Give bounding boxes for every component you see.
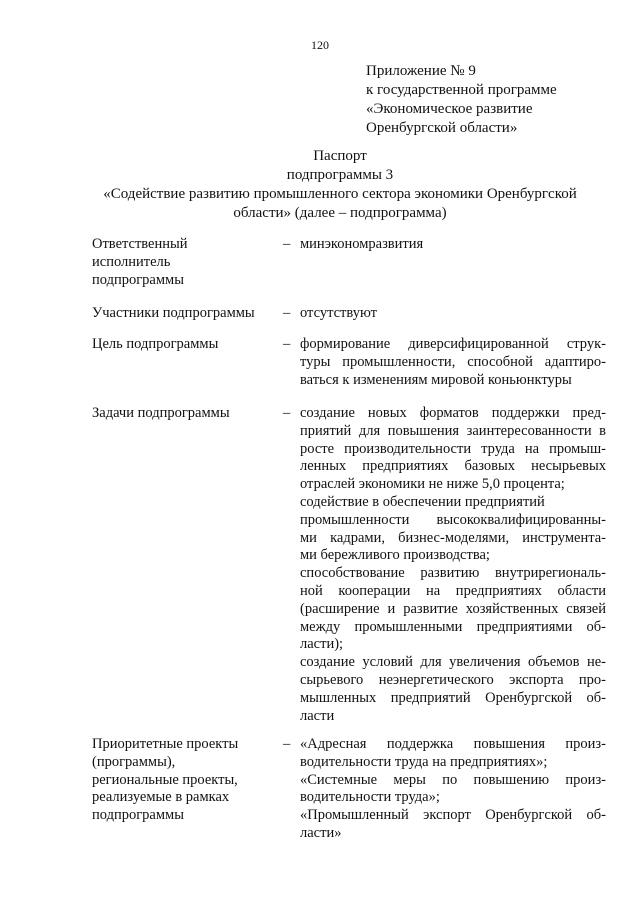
value-line: содействие в обеспечении предприятий xyxy=(300,493,545,510)
label-line: Цель подпрограммы xyxy=(92,336,219,352)
value-line: отсутствуют xyxy=(300,305,377,321)
value-line: ленных предприятиях базовых несырьевых xyxy=(300,458,606,475)
value-line: «Системные меры по повышению произ- xyxy=(300,771,606,788)
value-line: ласти); xyxy=(300,636,344,653)
appendix-line: Оренбургской области» xyxy=(366,120,518,136)
value-line: мышленных предприятий Оренбургской об- xyxy=(300,689,606,706)
appendix-line: «Экономическое развитие xyxy=(366,101,533,117)
appendix-line: к государственной программе xyxy=(366,82,557,98)
appendix-line: Приложение № 9 xyxy=(366,63,476,79)
row-dash: – xyxy=(283,236,291,252)
row-dash: – xyxy=(283,736,291,752)
value-line: между промышленными предприятиями об- xyxy=(300,618,606,635)
value-line: формирование диверсифицированной струк- xyxy=(300,336,606,352)
title-line: подпрограммы 3 xyxy=(286,167,394,183)
row-dash: – xyxy=(283,405,291,421)
row-dash: – xyxy=(283,305,291,321)
value-line: сырьевого неэнергетического экспорта про- xyxy=(300,671,606,688)
row-value xyxy=(300,736,606,843)
row-label xyxy=(92,405,277,423)
value-line: «Промышленный экспорт Оренбургской об- xyxy=(300,807,606,824)
row-label xyxy=(92,305,277,323)
label-line: Участники подпрограммы xyxy=(92,305,255,321)
value-line: (расширение и развитие хозяйственных связей xyxy=(300,600,606,617)
title-line: «Содействие развитию промышленного сектора экономики Оренбургской xyxy=(103,186,577,202)
appendix-header xyxy=(366,62,557,138)
row-label xyxy=(92,236,277,289)
value-line: туры промышленности, способной адаптиро- xyxy=(300,353,606,370)
label-line: Ответственный xyxy=(92,236,188,252)
label-line: (программы), xyxy=(92,753,176,770)
page-number: 120 xyxy=(311,38,329,52)
value-line: приятий для повышения заинтересованности в xyxy=(300,422,606,439)
value-line: ми бережливого производства; xyxy=(300,547,490,564)
value-line: промышленности высококвалифицированны- xyxy=(300,511,606,528)
value-line: росте производительности труда на промыш- xyxy=(300,440,606,457)
value-line: ласти» xyxy=(300,824,342,841)
row-value xyxy=(300,236,606,254)
row-value xyxy=(300,305,606,323)
value-line: создание новых форматов поддержки пред- xyxy=(300,405,606,421)
value-line: водительности труда на предприятиях»; xyxy=(300,753,548,770)
label-line: исполнитель xyxy=(92,253,171,270)
passport-title xyxy=(80,147,600,223)
value-line: отраслей экономики не ниже 5,0 процента; xyxy=(300,476,565,493)
value-line: способствование развитию внутрирегиональ- xyxy=(300,565,606,582)
label-line: региональные проекты, xyxy=(92,771,238,788)
title-line: области» (далее – подпрограмма) xyxy=(233,205,447,221)
label-line: Задачи подпрограммы xyxy=(92,405,230,421)
value-line: ласти xyxy=(300,707,335,724)
title-line: Паспорт xyxy=(313,148,367,164)
row-label xyxy=(92,336,277,354)
value-line: «Адресная поддержка повышения произ- xyxy=(300,736,606,752)
value-line: создание условий для увеличения объемов не- xyxy=(300,654,606,671)
row-label xyxy=(92,736,277,825)
value-line: ной кооперации на предприятиях области xyxy=(300,582,606,599)
row-value xyxy=(300,336,606,389)
label-line: подпрограммы xyxy=(92,271,184,288)
label-line: подпрограммы xyxy=(92,807,184,824)
value-line: минэкономразвития xyxy=(300,236,424,252)
value-line: ми кадрами, бизнес-моделями, инструмента- xyxy=(300,529,606,546)
row-dash: – xyxy=(283,336,291,352)
value-line: водительности труда»; xyxy=(300,789,440,806)
label-line: Приоритетные проекты xyxy=(92,736,239,752)
value-line: ваться к изменениям мировой коньюнктуры xyxy=(300,371,572,388)
label-line: реализуемые в рамках xyxy=(92,789,230,806)
row-value xyxy=(300,405,606,725)
